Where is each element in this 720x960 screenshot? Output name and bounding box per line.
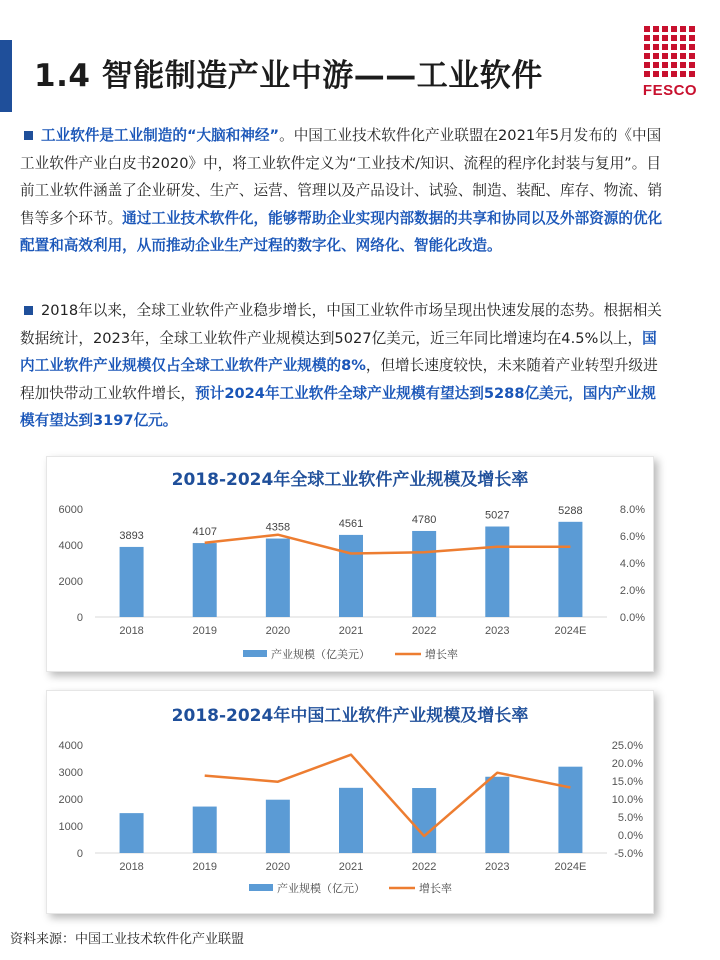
bar-2022 [412, 788, 436, 853]
logo-dot [662, 71, 668, 77]
bar-2019 [193, 543, 217, 617]
body-text: 。中国工业技术软件化产业联盟在2021年5月发布的《中国工业软件产业白皮书2020》中，将工业软件定义为“工业技术/知识、流程的程序化封装与复用”。目前工业软件涵盖了企业研发、生产、运营、管理以及产品设计、试验、制造、装配、库存、物流、销售等多个环节。 [20, 127, 663, 227]
logo-dot [644, 35, 650, 41]
x-tick-label: 2021 [338, 625, 364, 637]
bullet-square-icon [24, 131, 33, 140]
logo-dot [689, 26, 695, 32]
legend-bar-swatch [249, 884, 273, 891]
logo-dot [644, 44, 650, 50]
logo-dot [662, 62, 668, 68]
x-tick-label: 2021 [338, 861, 364, 873]
logo-dot [662, 53, 668, 59]
growth-rate-line [205, 535, 571, 554]
x-tick-label: 2018 [119, 625, 144, 637]
paragraph-1 [20, 122, 670, 260]
data-label: 4780 [411, 513, 437, 526]
highlight-text: 工业软件是工业制造的“大脑和神经” [41, 127, 280, 144]
y-right-tick-label: 6.0% [619, 531, 645, 543]
y-right-tick-label: 8.0% [619, 504, 645, 516]
y-right-tick-label: 0.0% [619, 612, 645, 624]
logo-dot [689, 71, 695, 77]
logo-dot [680, 35, 686, 41]
logo-dot [653, 44, 659, 50]
data-label: 5288 [558, 504, 583, 517]
bar-2022 [412, 531, 436, 617]
logo-dot [680, 26, 686, 32]
logo-dot [680, 44, 686, 50]
logo-dot [644, 53, 650, 59]
chart-title: 2018-2024年全球工业软件产业规模及增长率 [171, 470, 529, 490]
y-right-tick-label: 20.0% [611, 758, 643, 770]
x-tick-label: 2023 [485, 861, 510, 873]
y-right-tick-label: 4.0% [619, 558, 645, 570]
logo-dot [671, 26, 677, 32]
y-right-tick-label: 25.0% [611, 740, 643, 752]
y-left-tick-label: 3000 [58, 767, 83, 779]
source-note: 资料来源：中国工业技术软件化产业联盟 [10, 932, 245, 947]
bar-2021 [339, 535, 363, 617]
legend-label: 产业规模（亿美元） [271, 648, 370, 661]
x-tick-label: 2022 [411, 625, 437, 637]
logo-dot [689, 44, 695, 50]
body-text: ，但增长速度较快，未来随着产业转型升级进程加快带动工业软件增长， [20, 357, 658, 402]
china-market-chart [47, 691, 653, 913]
logo-dot [671, 35, 677, 41]
legend-label: 增长率 [419, 882, 452, 895]
y-right-tick-label: -5.0% [614, 848, 643, 860]
title-accent-bar [0, 40, 12, 112]
y-right-tick-label: 5.0% [617, 812, 643, 824]
global-market-chart [47, 457, 653, 671]
legend-label: 增长率 [425, 648, 458, 661]
x-tick-label: 2024E [554, 861, 587, 873]
logo-dot [680, 71, 686, 77]
logo-dot [680, 62, 686, 68]
y-right-tick-label: 15.0% [611, 776, 643, 788]
y-right-tick-label: 0.0% [617, 830, 643, 842]
bar-2023 [485, 527, 509, 617]
global-chart-card [46, 456, 654, 672]
x-tick-label: 2024E [554, 625, 587, 637]
y-left-tick-label: 2000 [58, 794, 83, 806]
data-label: 3893 [119, 529, 144, 542]
logo-dot [644, 71, 650, 77]
y-left-tick-label: 0 [76, 848, 83, 860]
logo-text: FESCO [642, 82, 698, 99]
logo-dot [671, 71, 677, 77]
x-tick-label: 2020 [265, 625, 291, 637]
y-left-tick-label: 1000 [58, 821, 83, 833]
x-tick-label: 2018 [119, 861, 144, 873]
bar-2018 [120, 547, 144, 617]
highlight-text: 预计2024年工业软件全球产业规模有望达到5288亿美元，国内产业规模有望达到3197亿元。 [20, 384, 656, 429]
highlight-text: 通过工业技术软件化，能够帮助企业实现内部数据的共享和协同以及外部资源的优化配置和高效利用，从而推动企业生产过程的数字化、网络化、智能化改造。 [20, 209, 663, 254]
y-left-tick-label: 6000 [58, 504, 83, 516]
logo-dot [653, 35, 659, 41]
data-label: 4107 [192, 526, 217, 539]
y-left-tick-label: 0 [76, 612, 83, 624]
logo-dot [680, 53, 686, 59]
x-tick-label: 2020 [265, 861, 291, 873]
chart-title: 2018-2024年中国工业软件产业规模及增长率 [171, 706, 529, 726]
growth-rate-line [205, 755, 571, 836]
data-label: 4358 [265, 521, 291, 534]
logo-dot [671, 53, 677, 59]
highlight-text: 国内工业软件产业规模仅占全球工业软件产业规模的8% [20, 329, 657, 374]
logo-dot-grid [644, 26, 696, 78]
logo-dot [653, 26, 659, 32]
body-text: 2018年以来，全球工业软件产业稳步增长，中国工业软件市场呈现出快速发展的态势。根据相关数据统计，2023年，全球工业软件产业规模达到5027亿美元，近三年同比增速均在4.5%以上， [20, 302, 662, 347]
legend-bar-swatch [243, 650, 267, 657]
bar-2024E [558, 767, 582, 853]
y-left-tick-label: 2000 [58, 576, 83, 588]
logo-dot [644, 62, 650, 68]
logo-dot [671, 44, 677, 50]
logo-dot [671, 62, 677, 68]
logo-dot [689, 35, 695, 41]
bar-2018 [120, 813, 144, 853]
paragraph-2 [20, 297, 670, 435]
china-chart-card [46, 690, 654, 914]
logo-dot [662, 44, 668, 50]
bar-2019 [193, 807, 217, 853]
x-tick-label: 2019 [192, 625, 217, 637]
y-right-tick-label: 10.0% [611, 794, 643, 806]
logo-dot [653, 71, 659, 77]
logo-dot [662, 26, 668, 32]
logo-dot [689, 53, 695, 59]
x-tick-label: 2019 [192, 861, 217, 873]
logo-dot [662, 35, 668, 41]
fesco-logo [640, 26, 702, 102]
y-left-tick-label: 4000 [58, 540, 83, 552]
y-right-tick-label: 2.0% [619, 585, 645, 597]
bar-2020 [266, 539, 290, 617]
logo-dot [689, 62, 695, 68]
page-title: 1.4 智能制造产业中游——工业软件 [34, 58, 543, 94]
logo-dot [653, 62, 659, 68]
y-left-tick-label: 4000 [58, 740, 83, 752]
bar-2024E [558, 522, 582, 617]
data-label: 5027 [485, 509, 510, 522]
bar-2023 [485, 777, 509, 853]
legend-label: 产业规模（亿元） [277, 882, 365, 895]
logo-dot [653, 53, 659, 59]
logo-dot [644, 26, 650, 32]
bar-2021 [339, 788, 363, 853]
x-tick-label: 2022 [411, 861, 437, 873]
x-tick-label: 2023 [485, 625, 510, 637]
bar-2020 [266, 800, 290, 853]
bullet-square-icon [24, 306, 33, 315]
data-label: 4561 [338, 517, 364, 530]
